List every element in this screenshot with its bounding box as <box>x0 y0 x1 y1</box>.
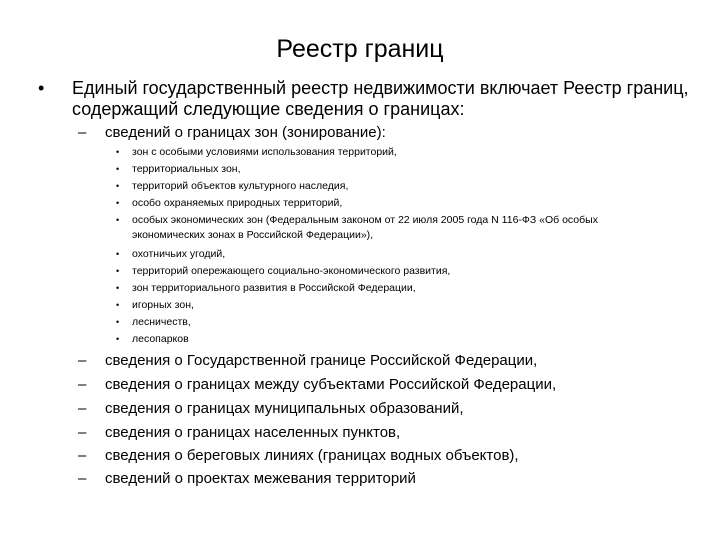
zoning-heading-text: сведений о границах зон (зонирование): <box>105 124 386 141</box>
bullet-marker: • <box>116 266 120 276</box>
zoning-item-text: территориальных зон, <box>132 163 241 175</box>
zoning-item-text: охотничьих угодий, <box>132 248 226 260</box>
main-bullet-text: Единый государственный реестр недвижимости включает Реестр границ, содержащий следующие сведения о границах: <box>72 78 689 119</box>
bullet-marker: • <box>116 215 120 225</box>
dash-marker: – <box>78 376 87 393</box>
bullet-marker: • <box>116 283 120 293</box>
bullet-marker: • <box>116 181 120 191</box>
zoning-item-text: особо охраняемых природных территорий, <box>132 197 343 209</box>
bullet-marker: • <box>116 198 120 208</box>
boundary-item-text: сведения о границах муниципальных образований, <box>105 400 464 417</box>
boundary-item-text: сведения о Государственной границе Российской Федерации, <box>105 352 538 369</box>
bullet-marker: • <box>116 334 120 344</box>
bullet-marker: • <box>116 249 120 259</box>
zoning-item-text: лесничеств, <box>132 316 191 328</box>
bullet-marker: • <box>116 317 120 327</box>
zoning-item-text: лесопарков <box>132 333 189 345</box>
zoning-item-text: зон с особыми условиями использования территорий, <box>132 146 397 158</box>
boundary-item-text: сведения о границах населенных пунктов, <box>105 424 401 441</box>
zoning-item-text: игорных зон, <box>132 299 194 311</box>
bullet-marker: • <box>38 78 45 98</box>
bullet-marker: • <box>116 164 120 174</box>
dash-marker: – <box>78 124 87 141</box>
dash-marker: – <box>78 400 87 417</box>
boundary-item-text: сведения о береговых линиях (границах водных объектов), <box>105 447 519 464</box>
boundary-item-text: сведений о проектах межевания территорий <box>105 470 416 487</box>
zoning-item-text: особых экономических зон (Федеральным законом от 22 июля 2005 года N 116-ФЗ «Об особых экономических зонах в Российской Федерации»), <box>132 214 598 241</box>
dash-marker: – <box>78 470 87 487</box>
page-title: Реестр границ <box>276 35 444 63</box>
dash-marker: – <box>78 352 87 369</box>
zoning-item-text: территорий опережающего социально-экономического развития, <box>132 265 451 277</box>
bullet-marker: • <box>116 300 120 310</box>
bullet-marker: • <box>116 147 120 157</box>
zoning-item-text: зон территориального развития в Российской Федерации, <box>132 282 416 294</box>
dash-marker: – <box>78 424 87 441</box>
zoning-item-text: территорий объектов культурного наследия, <box>132 180 349 192</box>
boundary-item-text: сведения о границах между субъектами Российской Федерации, <box>105 376 557 393</box>
dash-marker: – <box>78 447 87 464</box>
